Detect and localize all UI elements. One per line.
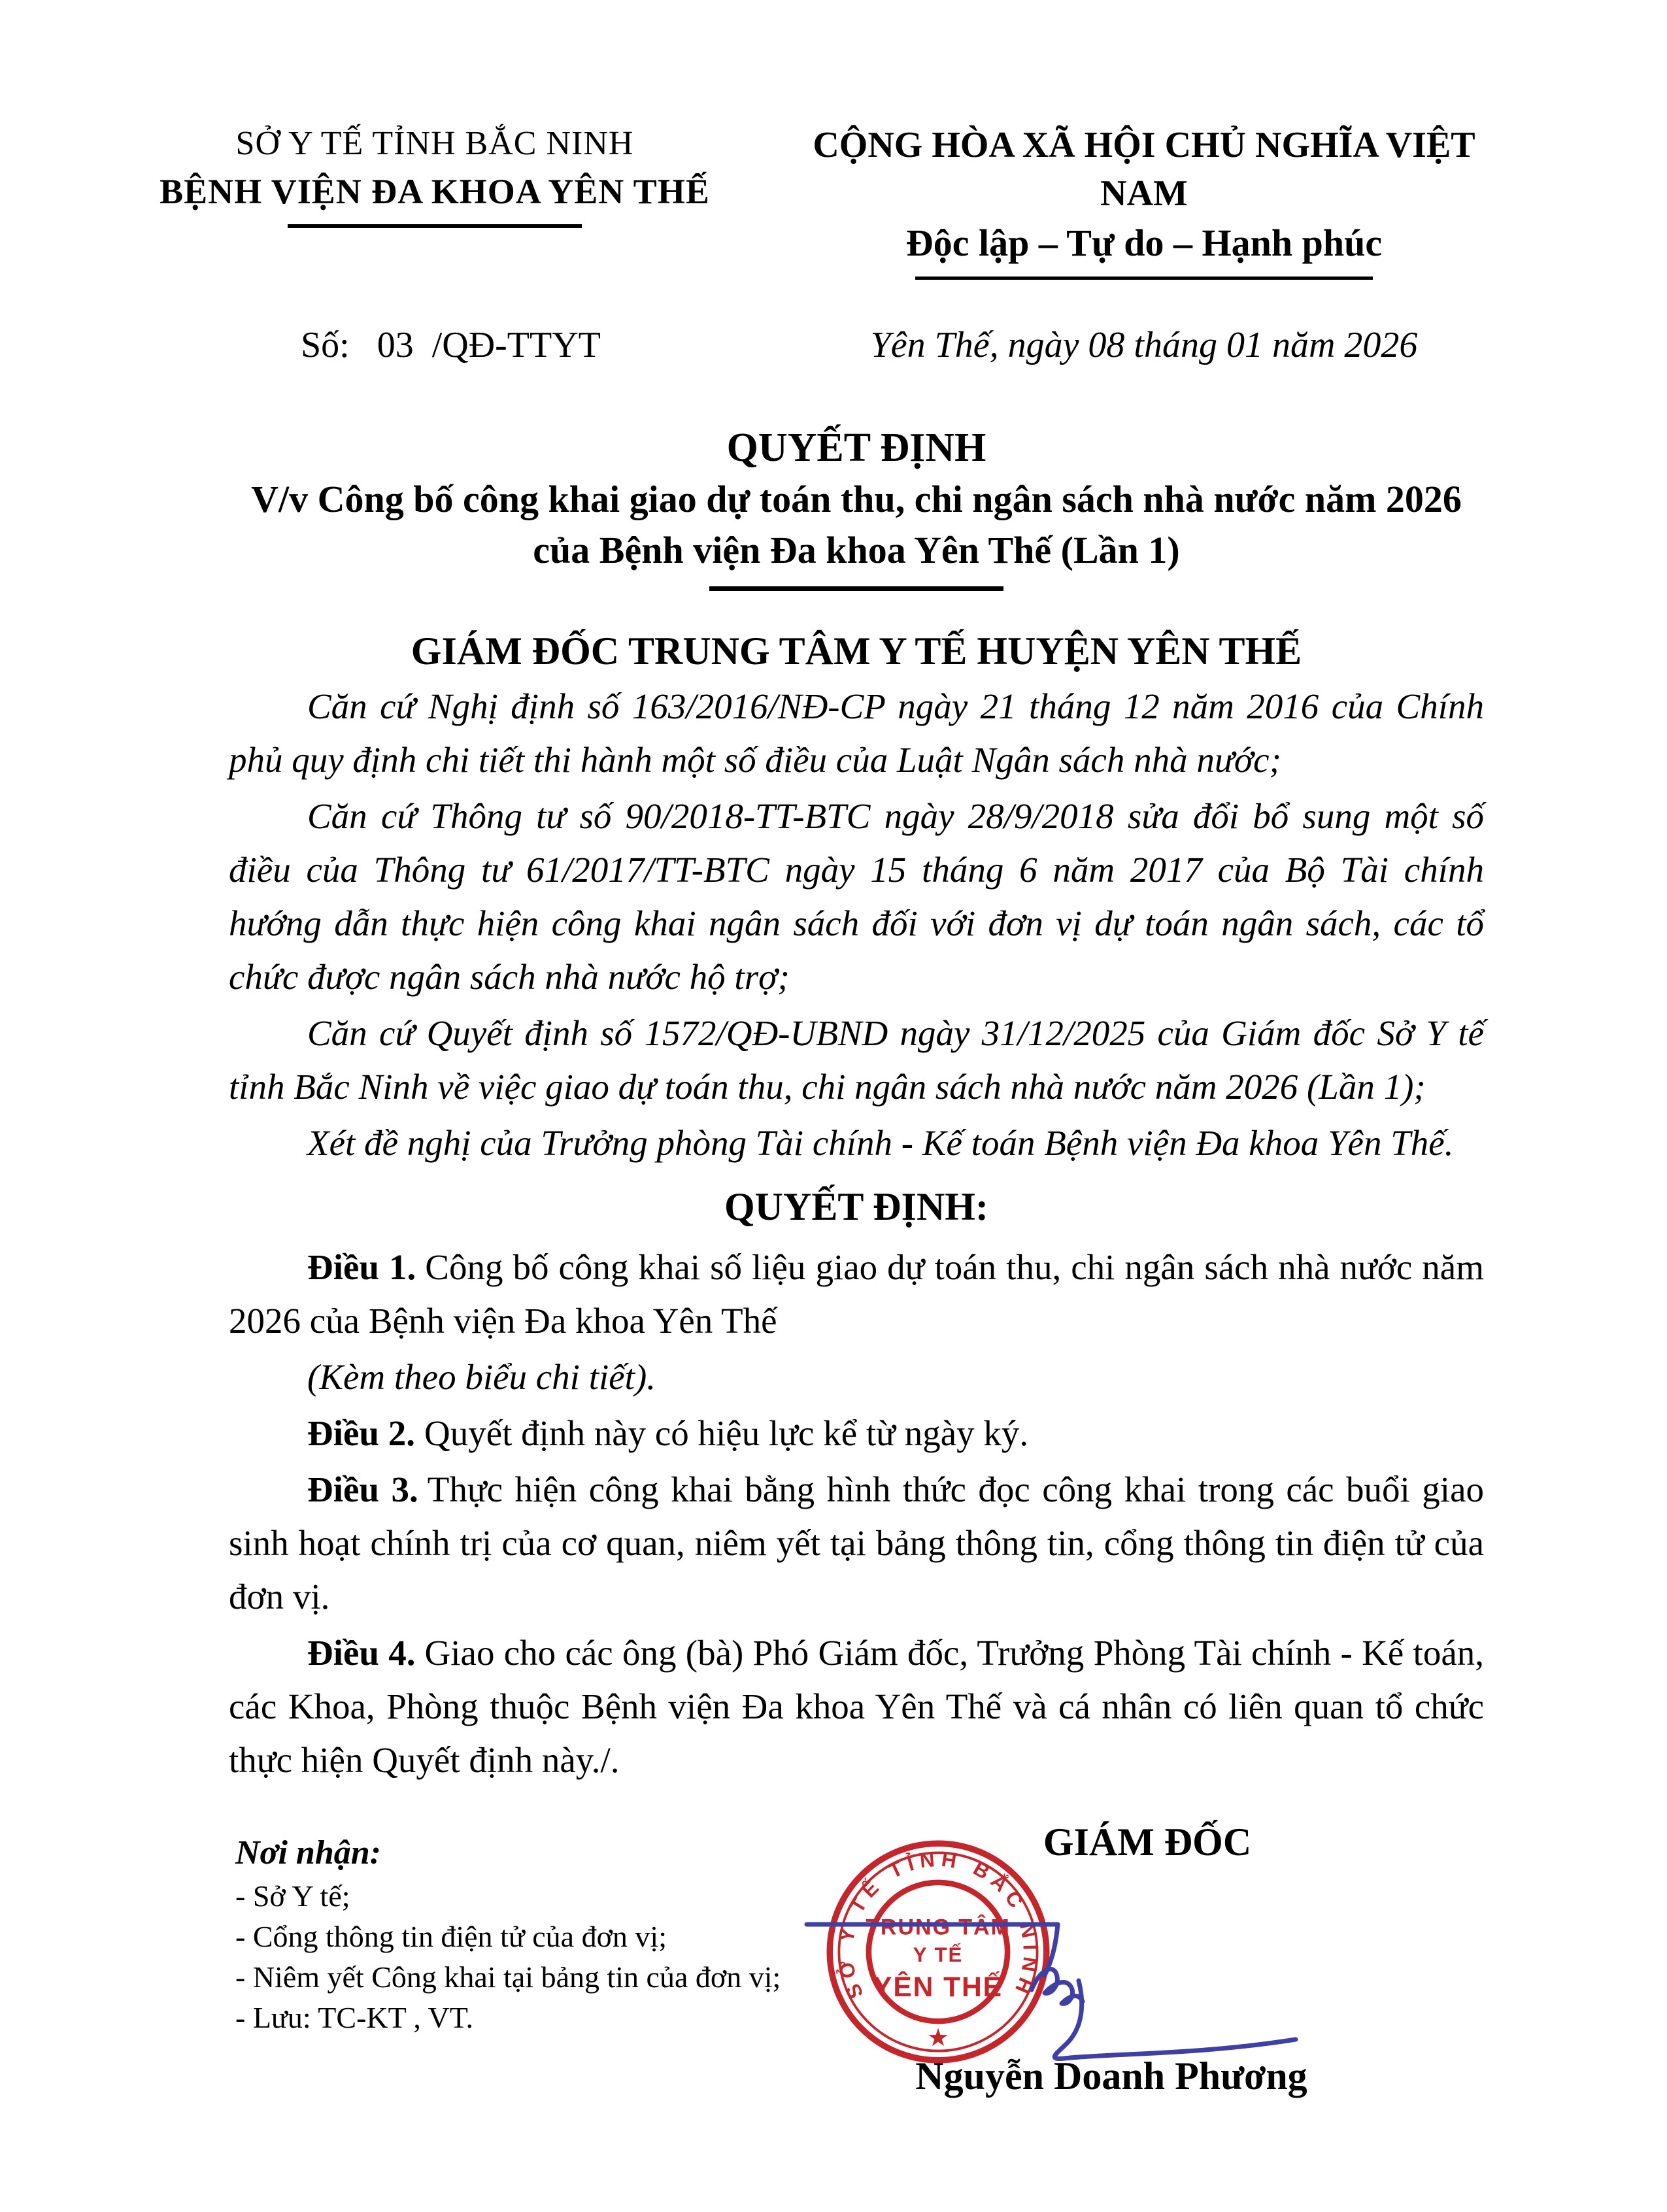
recipient-item: - Cổng thông tin điện tử của đơn vị; — [235, 1920, 667, 1953]
recipient-item: - Lưu: TC-KT , VT. — [235, 2001, 473, 2034]
document-title: QUYẾT ĐỊNH — [726, 426, 986, 470]
document-footer — [229, 1807, 1484, 2212]
agency-name: SỞ Y TẾ TỈNH BẮC NINH — [235, 125, 634, 162]
article-4-text: Giao cho các ông (bà) Phó Giám đốc, Trưởng Phòng Tài chính - Kế toán, các Khoa, Phòng thuộc Bệnh viện Đa khoa Yên Thế và cá nhân có liên quan tổ chức thực hiện Quyết định này./. — [229, 1633, 1485, 1780]
article-2-text: Quyết định này có hiệu lực kể từ ngày ký. — [424, 1413, 1029, 1453]
recipients-block — [235, 1830, 781, 2038]
stamp-center-line1: TRUNG TÂM — [866, 1915, 1011, 1940]
stamp-star-icon: ★ — [927, 2024, 949, 2052]
article-1-text: Công bố công khai số liệu giao dự toán thu, chi ngân sách nhà nước năm 2026 của Bệnh viện Đa khoa Yên Thế — [229, 1247, 1484, 1341]
number-date-row — [0, 324, 1667, 366]
preamble-paragraph: Xét đề nghị của Trưởng phòng Tài chính - Kế toán Bệnh viện Đa khoa Yên Thế. — [307, 1123, 1454, 1163]
handwritten-signature-icon — [804, 1910, 1301, 2067]
article-1 — [229, 1241, 1484, 1348]
preamble-paragraph: Căn cứ Thông tư số 90/2018-TT-BTC ngày 28/9/2018 sửa đổi bổ sung một số điều của Thông tư 61/2017/TT-BTC ngày 15 tháng 6 năm 2017 của Bộ Tài chính hướng dẫn thực hiện công khai ngân sách đối với đơn vị dự toán ngân sách, các tổ chức được ngân sách nhà nước hộ trợ; — [229, 796, 1484, 997]
agency-underline — [288, 224, 582, 228]
national-motto-line1: CỘNG HÒA XÃ HỘI CHỦ NGHĨA VIỆT NAM — [813, 125, 1475, 214]
title-underline — [709, 586, 1003, 591]
stamp-arc-text: SỞ Y TẾ TỈNH BẮC NINH — [834, 1847, 1043, 2002]
document-subject-line2: của Bệnh viện Đa khoa Yên Thế (Lần 1) — [533, 529, 1180, 571]
article-4 — [229, 1626, 1484, 1787]
place-dateline: Yên Thế, ngày 08 tháng 01 năm 2026 — [870, 325, 1418, 365]
signature-title: GIÁM ĐỐC — [1043, 1820, 1252, 1864]
document-subject-line1: V/v Công bố công khai giao dự toán thu, chi ngân sách nhà nước năm 2026 — [251, 478, 1462, 520]
motto-underline — [915, 276, 1373, 280]
stamp-center-line3: YÊN THẾ — [873, 1971, 1003, 2003]
article-4-label: Điều 4. — [307, 1633, 416, 1673]
article-2 — [229, 1407, 1484, 1460]
recipient-item: - Sở Y tế; — [235, 1879, 350, 1913]
national-header-block — [811, 121, 1477, 280]
article-3 — [229, 1463, 1484, 1624]
issuing-agency-block — [59, 121, 811, 280]
decision-heading: QUYẾT ĐỊNH: — [724, 1185, 988, 1228]
recipient-item: - Niêm yết Công khai tại bảng tin của đơn vị; — [235, 1960, 781, 1994]
national-motto-line2: Độc lập – Tự do – Hạnh phúc — [905, 222, 1383, 264]
recipients-heading: Nơi nhận: — [235, 1834, 381, 1871]
article-2-label: Điều 2. — [307, 1413, 415, 1453]
article-3-text: Thực hiện công khai bằng hình thức đọc công khai trong các buổi giao sinh hoạt chính trị của cơ quan, niêm yết tại bảng thông tin, cổng thông tin điện tử của đơn vị. — [229, 1469, 1484, 1617]
article-1-label: Điều 1. — [307, 1247, 416, 1287]
document-number: Số: 03 /QĐ-TTYT — [301, 325, 601, 365]
unit-name: BỆNH VIỆN ĐA KHOA YÊN THẾ — [160, 172, 710, 211]
article-3-label: Điều 3. — [307, 1469, 418, 1509]
issuer-title: GIÁM ĐỐC TRUNG TÂM Y TẾ HUYỆN YÊN THẾ — [411, 629, 1302, 673]
preamble-paragraph: Căn cứ Nghị định số 163/2016/NĐ-CP ngày 21 tháng 12 năm 2016 của Chính phủ quy định chi tiết thi hành một số điều của Luật Ngân sách nhà nước; — [229, 686, 1484, 780]
signee-name: Nguyễn Doanh Phương — [915, 2054, 1307, 2098]
attachment-note: (Kèm theo biểu chi tiết). — [307, 1357, 656, 1397]
document-header — [0, 0, 1667, 280]
preamble-paragraph: Căn cứ Quyết định số 1572/QĐ-UBND ngày 31/12/2025 của Giám đốc Sở Y tế tỉnh Bắc Ninh về việc giao dự toán thu, chi ngân sách nhà nước năm 2026 (Lần 1); — [229, 1013, 1484, 1107]
stamp-center-line2: Y TẾ — [913, 1943, 964, 1967]
document-body — [229, 422, 1484, 1787]
